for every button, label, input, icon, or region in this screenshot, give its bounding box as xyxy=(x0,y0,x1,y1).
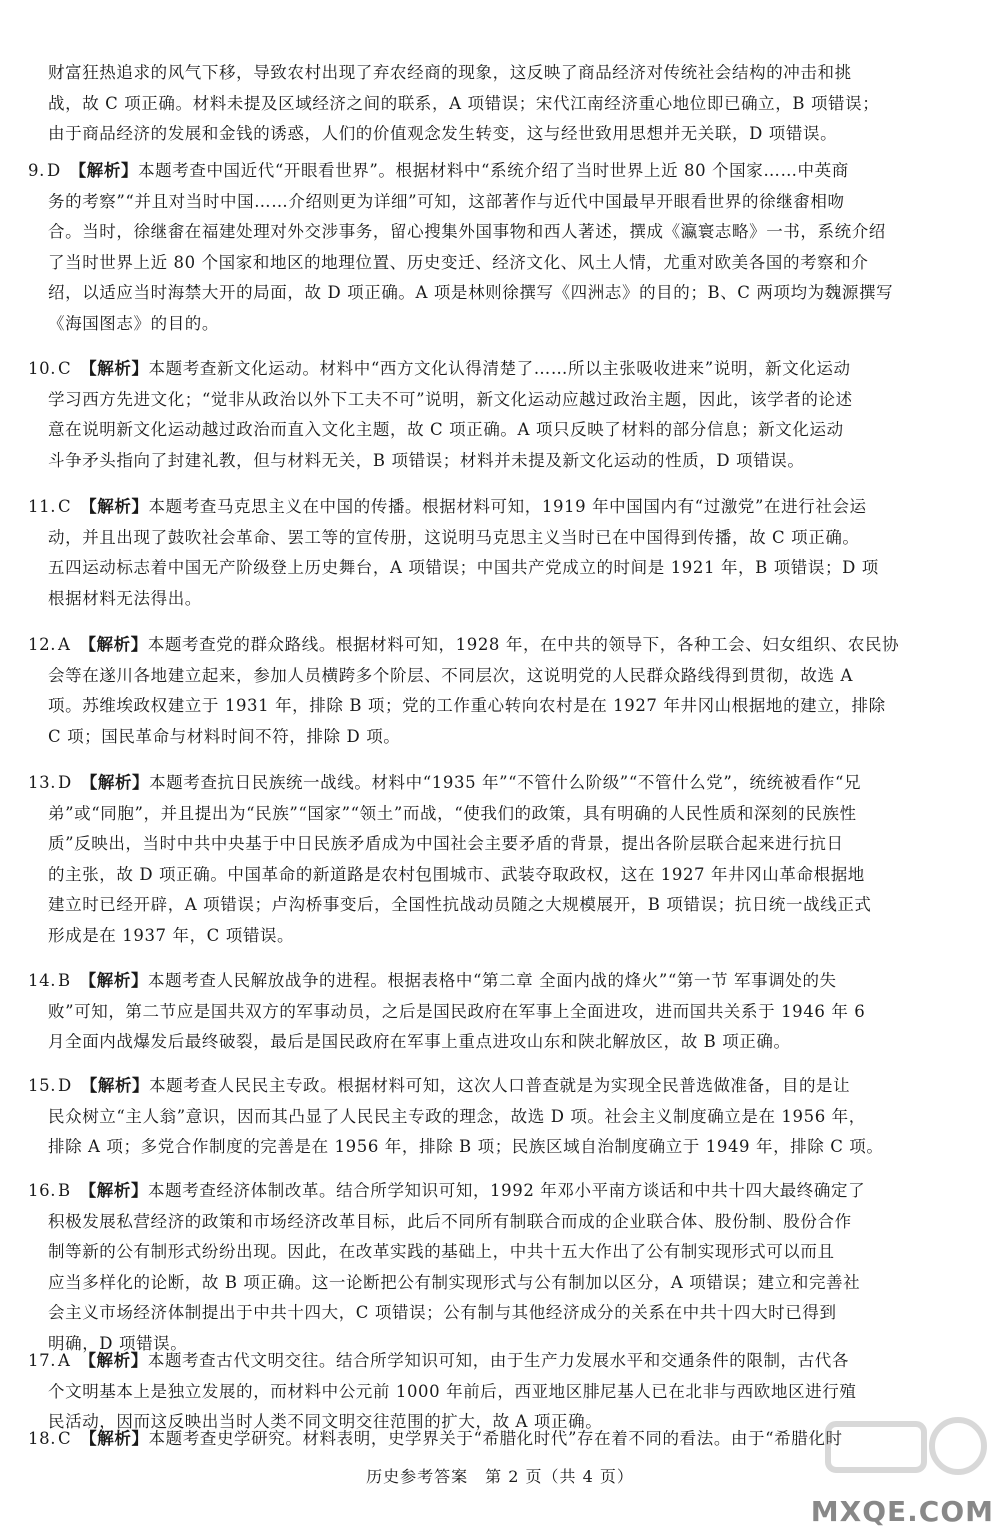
text-line: 形成是在 1937 年，C 项错误。 xyxy=(48,925,295,945)
analysis-tag: 【解析】 xyxy=(77,161,139,180)
text-line: 质”反映出，当时中共中央基于中日民族矛盾成为中国社会主要矛盾的背景，提出各阶层联合起来进行抗日 xyxy=(48,834,844,853)
answer-letter: C xyxy=(58,497,72,516)
analysis-text: 本题考查抗日民族统一战线。材料中“1935 年”“不管什么阶级”“不管什么党”，统统被看作“兄 xyxy=(149,773,862,792)
text-line: 战，故 C 项正确。材料未提及区域经济之间的联系，A 项错误；宋代江南经济重心地位即已确立，B 项错误； xyxy=(48,93,880,113)
question-number: 10. xyxy=(28,359,57,378)
question-number: 13. xyxy=(28,773,57,792)
text-line: 民活动，因而这反映出当时人类不同文明交往范围的扩大，故 A 项正确。 xyxy=(48,1412,603,1431)
text-line: 排除 A 项；多党合作制度的完善是在 1956 年，排除 B 项；民族区域自治制度确立于 1949 年，排除 C 项。 xyxy=(48,1137,884,1156)
answer-item-9 xyxy=(0,156,1000,339)
text-line: 根据材料无法得出。 xyxy=(48,588,202,608)
text-line: 绍，以适应当时海禁大开的局面，故 D 项正确。A 项是林则徐撰写《四洲志》的目的；B、C 两项均为魏源撰写 xyxy=(48,283,894,302)
page-footer: 历史参考答案 第 2 页（共 4 页） xyxy=(366,1467,634,1486)
analysis-text: 本题考查中国近代“开眼看世界”。根据材料中“系统介绍了当时世界上近 80 个国家……中英商 xyxy=(138,161,849,180)
analysis-text: 本题考查史学研究。材料表明，史学界关于“希腊化时代”存在着不同的看法。由于“希腊化时 xyxy=(148,1429,843,1448)
analysis-text: 本题考查新文化运动。材料中“西方文化认得清楚了……所以主张吸收进来”说明，新文化运动 xyxy=(148,359,851,378)
answer-letter: C xyxy=(58,359,72,378)
answer-letter: A xyxy=(58,1351,71,1370)
text-line: 务的考察”“并且对当时中国……介绍则更为详细”可知，这部著作与近代中国最早开眼看世界的徐继畬相吻 xyxy=(48,191,845,211)
analysis-tag: 【解析】 xyxy=(89,773,150,792)
text-line: 项。苏维埃政权建立于 1931 年，排除 B 项；党的工作重心转向农村是在 1927 年井冈山根据地的建立，排除 xyxy=(48,696,886,715)
text-line: 月全面内战爆发后最终破裂，最后是国民政府在军事上重点进攻山东和陕北解放区，故 B 项正确。 xyxy=(48,1032,791,1051)
answer-item-15 xyxy=(0,1071,1000,1163)
question-number: 16. xyxy=(28,1181,57,1200)
text-line: 意在说明新文化运动越过政治而直入文化主题，故 C 项正确。A 项只反映了材料的部分信息；新文化运动 xyxy=(48,420,844,439)
analysis-tag: 【解析】 xyxy=(88,1429,149,1448)
text-line: 民众树立“主人翁”意识，因而其凸显了人民民主专政的理念，故选 D 项。社会主义制度确立是在 1956 年， xyxy=(48,1106,866,1126)
analysis-text: 本题考查人民解放战争的进程。根据表格中“第二章 全面内战的烽火”“第一节 军事调处的失 xyxy=(148,971,837,990)
analysis-tag: 【解析】 xyxy=(87,635,148,654)
text-line: 合。当时，徐继畬在福建处理对外交涉事务，留心搜集外国事物和西人著述，撰成《瀛寰志略》一书，系统介绍 xyxy=(48,222,886,241)
analysis-text: 本题考查人民民主专政。根据材料可知，这次人口普查就是为实现全民普选做准备，目的是让 xyxy=(149,1076,851,1095)
intro-paragraph xyxy=(0,58,1000,150)
analysis-tag: 【解析】 xyxy=(88,359,149,378)
question-number: 18. xyxy=(28,1429,57,1448)
text-line: 建立时已经开辟，A 项错误；卢沟桥事变后，全国性抗战动员随之大规模展开，B 项错误；抗日统一战线正式 xyxy=(48,895,872,914)
question-number: 12. xyxy=(28,635,57,654)
text-line: 应当多样化的论断，故 B 项正确。这一论断把公有制实现形式与公有制加以区分，A 项错误；建立和完善社 xyxy=(48,1272,861,1292)
text-line: 了当时世界上近 80 个国家和地区的地理位置、历史变迁、经济文化、风土人情，尤重对欧美各国的考察和介 xyxy=(48,252,869,272)
analysis-text: 本题考查马克思主义在中国的传播。根据材料可知，1919 年中国国内有“过激党”在进行社会运 xyxy=(148,497,867,516)
answer-item-11 xyxy=(0,492,1000,614)
analysis-tag: 【解析】 xyxy=(88,497,149,516)
text-line: 弟”或“同胞”，并且提出为“民族”“国家”“领土”而战，“使我们的政策，具有明确的人民性质和深刻的民族性 xyxy=(48,803,857,823)
text-line: C 项；国民革命与材料时间不符，排除 D 项。 xyxy=(48,726,401,746)
text-line: 制等新的公有制形式纷纷出现。因此，在改革实践的基础上，中共十五大作出了公有制实现形式可以而且 xyxy=(48,1242,835,1261)
question-number: 9. xyxy=(28,161,45,180)
analysis-tag: 【解析】 xyxy=(87,971,149,990)
answer-letter: A xyxy=(58,635,71,654)
answer-item-10 xyxy=(0,354,1000,476)
answer-letter: D xyxy=(46,161,61,180)
analysis-tag: 【解析】 xyxy=(87,1181,149,1200)
text-line: 个文明基本上是独立发展的，而材料中公元前 1000 年前后，西亚地区腓尼基人已在北非与西欧地区进行殖 xyxy=(48,1381,857,1401)
answer-letter: D xyxy=(58,1076,72,1095)
analysis-tag: 【解析】 xyxy=(89,1076,150,1095)
answer-item-14 xyxy=(0,966,1000,1058)
answer-letter: B xyxy=(58,1181,71,1200)
answer-item-12 xyxy=(0,630,1000,752)
text-line: 的主张，故 D 项正确。中国革命的新道路是农村包围城市、武装夺取政权，这在 1927 年井冈山革命根据地 xyxy=(48,864,865,884)
question-number: 14. xyxy=(28,971,57,990)
question-number: 17. xyxy=(28,1351,57,1370)
text-line: 动，并且出现了鼓吹社会革命、罢工等的宣传册，这说明马克思主义当时已在中国得到传播，故 C 项正确。 xyxy=(48,527,860,547)
text-line: 由于商品经济的发展和金钱的诱惑，人们的价值观念发生转变，这与经世致用思想并无关联，D 项错误。 xyxy=(48,124,838,143)
answer-item-16 xyxy=(0,1176,1000,1359)
question-number: 11. xyxy=(28,497,57,516)
question-number: 15. xyxy=(28,1076,57,1095)
answer-letter: D xyxy=(58,773,72,792)
text-line: 五四运动标志着中国无产阶级登上历史舞台，A 项错误；中国共产党成立的时间是 1921 年，B 项错误；D 项 xyxy=(48,558,879,577)
text-line: 财富狂热追求的风气下移，导致农村出现了弃农经商的现象，这反映了商品经济对传统社会结构的冲击和挑 xyxy=(48,63,852,82)
text-line: 斗争矛头指向了封建礼教，但与材料无关，B 项错误；材料并未提及新文化运动的性质，D 项错误。 xyxy=(48,450,805,470)
watermark-text: MXQE.COM xyxy=(810,1495,994,1528)
text-line: 会等在遂川各地建立起来，参加人员横跨多个阶层、不同层次，这说明党的人民群众路线得到贯彻，故选 A xyxy=(48,665,853,685)
answer-item-13 xyxy=(0,768,1000,951)
analysis-tag: 【解析】 xyxy=(87,1351,148,1370)
text-line: 败”可知，第二节应是国共双方的军事动员，之后是国民政府在军事上全面进攻，进而国共关系于 1946 年 6 xyxy=(48,1001,866,1021)
analysis-text: 本题考查党的群众路线。根据材料可知，1928 年，在中共的领导下，各种工会、妇女组织、农民协 xyxy=(147,635,900,654)
analysis-text: 本题考查古代文明交往。结合所学知识可知，由于生产力发展水平和交通条件的限制，古代各 xyxy=(147,1351,849,1370)
text-line: 学习西方先进文化；“觉非从政治以外下工夫不可”说明，新文化运动应越过政治主题，因此，该学者的论述 xyxy=(48,389,853,409)
text-line: 明确，D 项错误。 xyxy=(48,1333,188,1353)
text-line: 积极发展私营经济的政策和市场经济改革目标，此后不同所有制联合而成的企业联合体、股份制、股份合作 xyxy=(48,1211,852,1231)
text-line: 《海国图志》的目的。 xyxy=(48,313,219,333)
answer-letter: C xyxy=(58,1429,72,1448)
answer-letter: B xyxy=(58,971,71,990)
text-line: 会主义市场经济体制提出于中共十四大，C 项错误；公有制与其他经济成分的关系在中共十四大时已得到 xyxy=(48,1303,837,1322)
analysis-text: 本题考查经济体制改革。结合所学知识可知，1992 年邓小平南方谈话和中共十四大最终确定了 xyxy=(148,1181,866,1200)
